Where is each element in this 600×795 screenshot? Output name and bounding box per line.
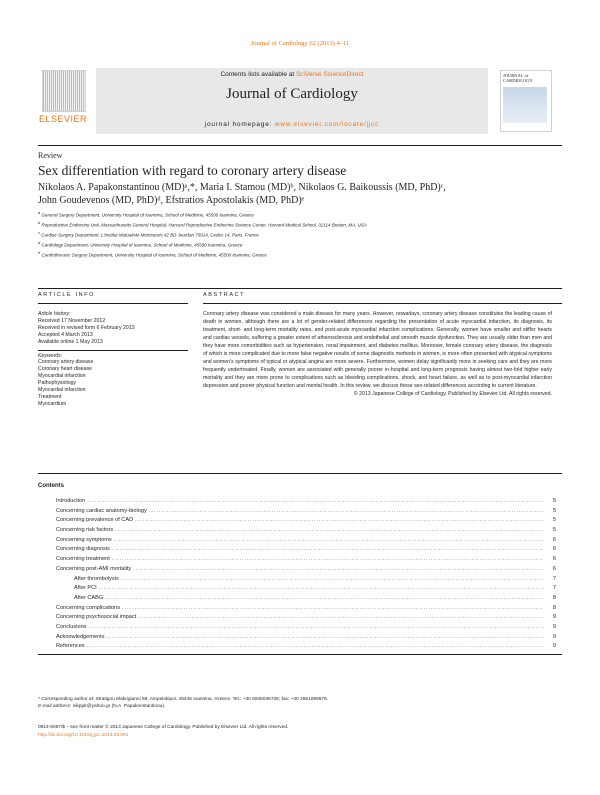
contents-entry-label: Concerning risk factors (56, 527, 114, 534)
dot-leader (99, 585, 544, 591)
contents-entry-page: 6 (552, 546, 556, 553)
dot-leader (114, 537, 544, 543)
contents-entry-label: Concerning symptoms (56, 536, 112, 543)
abstract-copyright: © 2013 Japanese College of Cardiology. Published by Elsevier Ltd. All rights reserved. (353, 391, 552, 397)
contents-heading: Contents (38, 483, 64, 489)
cover-title: JOURNAL of CARDIOLOGY (503, 73, 533, 83)
contents-entry[interactable] (56, 556, 556, 566)
contents-entry[interactable] (56, 517, 556, 527)
article-info (38, 311, 188, 408)
sciencedirect-link[interactable]: SciVerse ScienceDirect (295, 71, 364, 78)
contents-entry-label: Introduction (56, 498, 86, 504)
keyword: Myocardial infarction (38, 387, 86, 394)
contents-availability: Contents lists available at SciVerse ScienceDirect (220, 71, 364, 78)
contents-entry-label: After PCI (74, 585, 97, 592)
abstract-rule (203, 303, 562, 304)
paper-title: Sex differentiation with regard to coronary artery disease (38, 163, 347, 178)
contents-entry[interactable] (56, 498, 556, 508)
affiliation-a: $^a$ General Surgery Department, University Hospital of Ioannina, School of Medicine, 45500 Ioannina, Greece (38, 210, 254, 218)
table-of-contents (38, 473, 562, 655)
contents-list (56, 498, 556, 653)
contents-entry[interactable] (56, 508, 556, 518)
contents-entry[interactable] (56, 595, 556, 605)
contents-entry-label: After thrombolysis (74, 575, 119, 582)
keyword: Treatment (38, 393, 62, 400)
contents-entry[interactable] (56, 566, 556, 576)
keyword: Pathophysiology (38, 380, 77, 387)
affiliation-b: $^b$ Reproductive Endocrine Unit, Massachusetts General Hospital, Harvard Reproductive Endocrine Science Center, Harvard Medical School, 02114 Boston, MA, USA (38, 219, 367, 228)
contents-entry-page: 7 (552, 585, 556, 592)
keyword: Coronary heart disease (38, 366, 92, 373)
publication-info (38, 724, 562, 739)
masthead-banner (96, 68, 488, 134)
corresponding-author-footnote (38, 696, 562, 710)
email-link[interactable]: nikpplr@yahoo.gr (72, 704, 111, 710)
contents-entry-page: 5 (552, 507, 556, 514)
contents-entry-page: 8 (552, 604, 556, 611)
elsevier-logo (38, 68, 88, 130)
contents-entry-page: 7 (552, 575, 556, 582)
contents-entry-page: 6 (552, 536, 556, 543)
contents-entry-label: Concerning complications (56, 604, 121, 611)
contents-entry-label: Concerning post-AMI mortality (56, 565, 132, 572)
publisher-name: ELSEVIER (38, 114, 88, 124)
dot-leader (133, 566, 544, 572)
history-online: Available online 1 May 2013 (38, 338, 103, 345)
affiliation-d: $^d$ Cardiology Department, University Hospital of Ioannina, School of Medicine, 45500 Ioannina, Greece (38, 239, 243, 248)
contents-entry[interactable] (56, 634, 556, 644)
keywords-label: Keywords: (38, 352, 63, 359)
journal-reference[interactable]: Journal of Cardiology 62 (2013) 4–11 (250, 40, 350, 47)
contents-entry[interactable] (56, 537, 556, 547)
article-info-heading: ARTICLE INFO (38, 292, 95, 298)
history-accepted: Accepted 4 March 2013 (38, 331, 93, 338)
history-label: Article history: (38, 311, 71, 317)
keyword: Myocardial infarction (38, 373, 86, 380)
contents-entry-page: 6 (552, 565, 556, 572)
abstract-body (203, 310, 552, 398)
affiliation-e: $^e$ Cardiothoracic Surgery Department, University Hospital of Ioannina, School of Medicine, 45500 Ioannina, Greece (38, 249, 267, 258)
contents-entry[interactable] (56, 576, 556, 586)
contents-entry-page: 5 (552, 517, 556, 524)
contents-entry-page: 5 (552, 498, 556, 504)
journal-cover-thumbnail (494, 68, 562, 134)
journal-masthead (38, 68, 562, 138)
keyword: Coronary artery disease (38, 359, 94, 366)
contents-entry[interactable] (56, 614, 556, 624)
article-type: Review (38, 151, 63, 160)
divider (38, 288, 562, 289)
dot-leader (112, 546, 544, 552)
contents-entry[interactable] (56, 527, 556, 537)
contents-entry-label: Concerning treatment (56, 556, 110, 563)
dot-leader (112, 556, 544, 562)
email-line: E-mail address: nikpplr@yahoo.gr (N.A. Papakonstantinou). (38, 704, 166, 710)
contents-entry-page: 9 (552, 643, 556, 650)
corresponding-author: * Corresponding author at: Stratigou Makrigianni 58, Ampelokipoi, 45445 Ioannina, Greece. Tel.: +30 6945046726; fax: +30 2651099679. (38, 697, 329, 702)
contents-entry-page: 8 (552, 594, 556, 601)
keywords-rule (38, 350, 188, 351)
contents-entry-page: 6 (552, 556, 556, 563)
authors-line-2[interactable]: John Goudevenos (MD, PhD)ᵈ, Efstratios Apostolakis (MD, PhD)ᵉ (38, 194, 305, 206)
contents-entry[interactable] (56, 546, 556, 556)
contents-entry-page: 9 (552, 623, 556, 630)
dot-leader (122, 605, 544, 611)
dot-leader (115, 527, 544, 533)
dot-leader (87, 498, 544, 504)
contents-entry-label: Concerning psychosocial impact (56, 614, 137, 621)
dot-leader (138, 614, 544, 620)
dot-leader (149, 508, 544, 514)
journal-homepage: journal homepage: www.elsevier.com/locate/jjcc (204, 121, 380, 128)
header-rule (38, 145, 562, 146)
history-revised: Received in revised form 6 February 2013 (38, 324, 135, 331)
dot-leader (135, 517, 544, 523)
dot-leader (87, 643, 544, 649)
issn-line: 0914-5087/$ – see front matter © 2013 Japanese College of Cardiology. Published by Elsevier Ltd. All rights reserved. (38, 725, 289, 730)
info-rule (38, 303, 188, 304)
keyword: Myocardium (38, 400, 67, 407)
abstract-heading: ABSTRACT (203, 292, 246, 298)
contents-entry-label: References (56, 643, 85, 650)
contents-entry-label: Concerning diagnosis (56, 546, 110, 553)
authors-line-1[interactable]: Nikolaos A. Papakonstantinou (MD)ᵃ,*, Maria I. Stamou (MD)ᵇ, Nikolaos G. Baikoussis (MD, PhD)ᶜ, (38, 182, 446, 193)
doi-link[interactable]: http://dx.doi.org/10.1016/j.jjcc.2013.03.001 (38, 732, 129, 738)
contents-entry-label: After CABG (74, 594, 104, 601)
affiliation-c: $^c$ Cardiac Surgery Department, L'Institut Mutualiste Montsouris 42 BD Jourdan 75014, Cedex 14, Paris, France (38, 229, 259, 238)
contents-entry[interactable] (56, 605, 556, 615)
contents-entry-label: Acknowledgements (56, 633, 105, 640)
author-list (38, 182, 562, 207)
dot-leader (107, 634, 544, 640)
contents-entry[interactable] (56, 643, 556, 653)
contents-entry-label: Concerning cardiac anatomy-biology (56, 507, 147, 514)
dot-leader (105, 595, 544, 601)
contents-entry-label: Conclusions (56, 623, 87, 630)
homepage-link[interactable]: www.elsevier.com/locate/jjcc (274, 121, 380, 128)
history-received: Received 17 November 2012 (38, 317, 106, 324)
affiliations (38, 209, 562, 259)
contents-entry[interactable] (56, 585, 556, 595)
elsevier-tree-icon (42, 70, 86, 112)
dot-leader (121, 576, 544, 582)
contents-entry-label: Concerning prevalence of CAD (56, 517, 134, 524)
contents-entry-page: 9 (552, 633, 556, 640)
contents-entry-page: 9 (552, 614, 556, 621)
contents-entry-page: 5 (552, 527, 556, 534)
dot-leader (88, 624, 544, 630)
contents-entry[interactable] (56, 624, 556, 634)
journal-title: Journal of Cardiology (226, 86, 358, 102)
abstract-text: Coronary artery disease was considered a male disease for many years. However, nowadays, coronary artery disease constitutes the leading cause of death in women, although there are a lot of gender-related differences regarding the presentation of acute myocardial infarction, its diagnosis, its treatment, short- and long-term mortality rates, and post-acute myocardial infarction complications. Generally, women have smaller and stiffer hearts and cardiac vessels, suffering a greater extent of atherosclerosis and endothelial and smooth muscle dysfunction. They are usually older than men and they have more comorbidities such as hypertension, renal impairment, and diabetes mellitus. Moreover, female coronary artery disease, the diagnosis of which is more complicated due to more false negative results of some diagnostic methods in women, is more often presented with atypical symptoms and women's symptoms of typical or atypical angina are more severe. Furthermore, women delay significantly more in seeking care and they are more frequently undertreated. Finally, women are associated with generally poorer in-hospital and long-term prognosis having almost two-fold higher early mortality and they are more prone to complications such as bleeding complications, shock, and heart failure, as well as to post-myocardial infarction depression and poorer physical function and mental health. In this review, we discuss these sex-related differences according to current literature. (203, 311, 552, 389)
cover-image (503, 87, 547, 123)
